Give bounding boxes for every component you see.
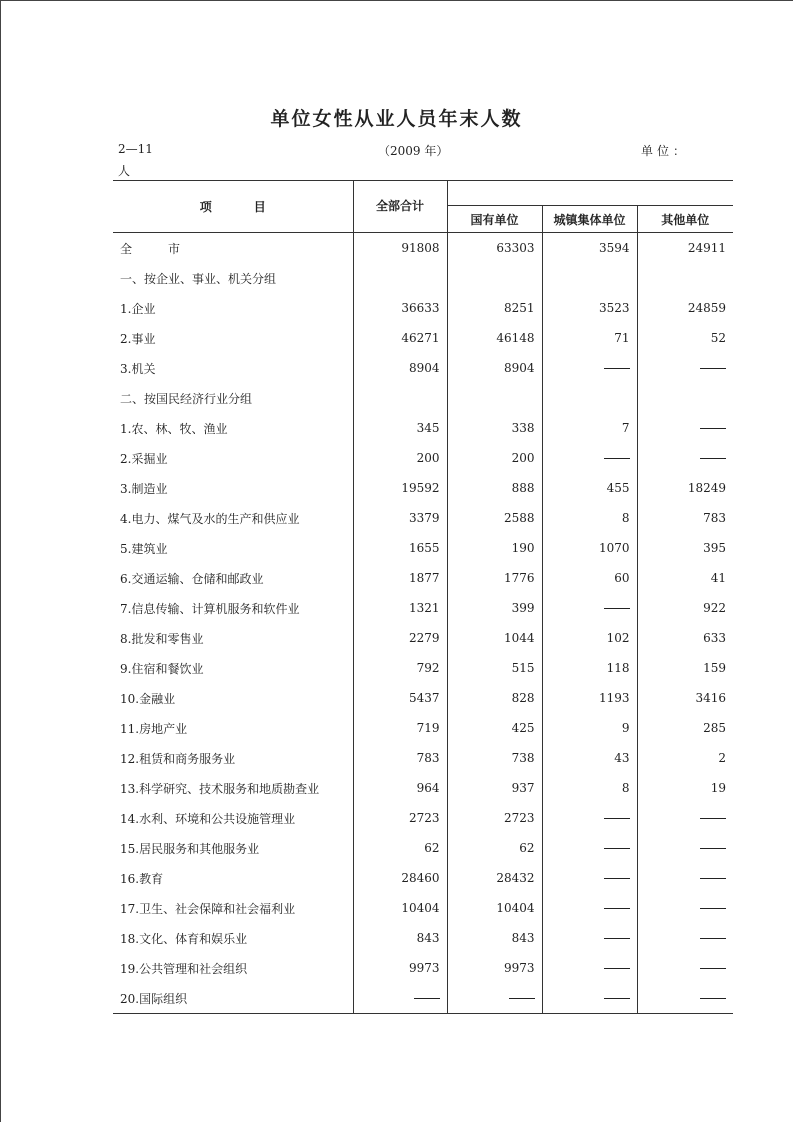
table-row	[113, 593, 733, 623]
cell-state: 28432	[447, 863, 542, 893]
cell-state: 9973	[447, 953, 542, 983]
no-data-dash	[604, 368, 630, 369]
row-label: 11.房地产业	[120, 721, 188, 736]
no-data-dash	[604, 998, 630, 999]
cell-state: 843	[447, 923, 542, 953]
table-row	[113, 983, 733, 1014]
table-row	[113, 893, 733, 923]
cell-total: 3379	[353, 503, 447, 533]
cell-other	[637, 983, 733, 1014]
row-label: 全 市	[120, 241, 181, 256]
row-label: 4.电力、煤气及水的生产和供应业	[120, 511, 300, 526]
cell-collective	[542, 923, 637, 953]
page-title: 单位女性从业人员年末人数	[270, 108, 523, 130]
row-label: 19.公共管理和社会组织	[120, 961, 248, 976]
table-row	[113, 413, 733, 443]
table-row	[113, 863, 733, 893]
cell-collective: 8	[542, 503, 637, 533]
row-label: 3.制造业	[120, 481, 168, 496]
cell-collective: 8	[542, 773, 637, 803]
row-label: 1.农、林、牧、渔业	[120, 421, 228, 436]
cell-total: 91808	[353, 233, 447, 264]
table-row	[113, 473, 733, 503]
cell-total: 719	[353, 713, 447, 743]
row-label: 2.事业	[120, 331, 156, 346]
row-label: 15.居民服务和其他服务业	[120, 841, 260, 856]
cell-other: 41	[637, 563, 733, 593]
cell-total: 5437	[353, 683, 447, 713]
cell-other: 922	[637, 593, 733, 623]
no-data-dash	[700, 818, 726, 819]
table-row	[113, 713, 733, 743]
no-data-dash	[604, 818, 630, 819]
cell-other: 159	[637, 653, 733, 683]
no-data-dash	[700, 938, 726, 939]
table-row	[113, 743, 733, 773]
cell-collective	[542, 953, 637, 983]
unit-label: 单位：	[641, 144, 690, 158]
cell-total: 1877	[353, 563, 447, 593]
cell-state: 399	[447, 593, 542, 623]
header-item-char-1: 项	[199, 200, 212, 214]
cell-collective	[542, 353, 637, 383]
cell-other: 52	[637, 323, 733, 353]
cell-state: 46148	[447, 323, 542, 353]
row-label: 18.文化、体育和娱乐业	[120, 931, 248, 946]
cell-other: 18249	[637, 473, 733, 503]
row-label: 8.批发和零售业	[120, 631, 204, 646]
cell-total: 345	[353, 413, 447, 443]
cell-collective: 9	[542, 713, 637, 743]
row-label: 5.建筑业	[120, 541, 168, 556]
no-data-dash	[700, 368, 726, 369]
header-item-char-2: 目	[253, 200, 266, 214]
cell-other	[637, 833, 733, 863]
row-label: 一、按企业、事业、机关分组	[120, 271, 277, 286]
cell-total	[353, 263, 447, 293]
cell-other	[637, 923, 733, 953]
cell-total: 36633	[353, 293, 447, 323]
cell-other: 395	[637, 533, 733, 563]
cell-state: 1776	[447, 563, 542, 593]
cell-state	[447, 383, 542, 413]
cell-state: 190	[447, 533, 542, 563]
cell-collective: 60	[542, 563, 637, 593]
cell-total: 843	[353, 923, 447, 953]
cell-total: 200	[353, 443, 447, 473]
table-row	[113, 923, 733, 953]
cell-collective	[542, 263, 637, 293]
cell-state: 888	[447, 473, 542, 503]
table-row	[113, 233, 733, 264]
cell-other	[637, 803, 733, 833]
cell-collective: 102	[542, 623, 637, 653]
row-label: 12.租赁和商务服务业	[120, 751, 236, 766]
table-row	[113, 383, 733, 413]
statistics-table	[113, 180, 733, 1014]
row-label: 二、按国民经济行业分组	[120, 391, 253, 406]
row-label: 1.企业	[120, 301, 156, 316]
cell-state: 63303	[447, 233, 542, 264]
row-label: 7.信息传输、计算机服务和软件业	[120, 601, 300, 616]
no-data-dash	[509, 998, 535, 999]
cell-total: 1321	[353, 593, 447, 623]
table-row	[113, 533, 733, 563]
cell-collective	[542, 443, 637, 473]
cell-state: 10404	[447, 893, 542, 923]
cell-state: 8251	[447, 293, 542, 323]
cell-total: 964	[353, 773, 447, 803]
cell-other: 783	[637, 503, 733, 533]
cell-total: 10404	[353, 893, 447, 923]
no-data-dash	[700, 848, 726, 849]
no-data-dash	[604, 908, 630, 909]
cell-other: 24859	[637, 293, 733, 323]
row-label: 9.住宿和餐饮业	[120, 661, 204, 676]
row-label: 6.交通运输、仓储和邮政业	[120, 571, 264, 586]
cell-total: 19592	[353, 473, 447, 503]
table-row	[113, 833, 733, 863]
cell-other: 24911	[637, 233, 733, 264]
cell-collective	[542, 833, 637, 863]
no-data-dash	[604, 968, 630, 969]
cell-state: 8904	[447, 353, 542, 383]
row-label: 16.教育	[120, 871, 164, 886]
cell-other	[637, 263, 733, 293]
table-row	[113, 323, 733, 353]
row-label: 20.国际组织	[113, 983, 353, 1014]
table-row	[113, 953, 733, 983]
row-label: 3.机关	[120, 361, 156, 376]
table-row	[113, 263, 733, 293]
header-item	[113, 181, 353, 233]
header-subgroup-spacer	[447, 181, 733, 206]
no-data-dash	[700, 428, 726, 429]
header-state: 国有单位	[447, 206, 542, 233]
cell-collective: 3594	[542, 233, 637, 264]
cell-state: 2588	[447, 503, 542, 533]
cell-state: 828	[447, 683, 542, 713]
no-data-dash	[604, 608, 630, 609]
table-row	[113, 773, 733, 803]
cell-other	[637, 893, 733, 923]
no-data-dash	[700, 878, 726, 879]
cell-other: 3416	[637, 683, 733, 713]
cell-state: 200	[447, 443, 542, 473]
cell-state	[447, 263, 542, 293]
cell-total: 46271	[353, 323, 447, 353]
header-total: 全部合计	[353, 181, 447, 233]
cell-other: 285	[637, 713, 733, 743]
cell-collective: 3523	[542, 293, 637, 323]
no-data-dash	[604, 878, 630, 879]
cell-collective: 43	[542, 743, 637, 773]
cell-total: 2279	[353, 623, 447, 653]
cell-collective	[542, 983, 637, 1014]
no-data-dash	[700, 968, 726, 969]
cell-collective: 7	[542, 413, 637, 443]
cell-state	[447, 983, 542, 1014]
page-border-top	[0, 0, 793, 1]
header-other: 其他单位	[637, 206, 733, 233]
header-collective: 城镇集体单位	[542, 206, 637, 233]
cell-state: 738	[447, 743, 542, 773]
cell-collective: 1193	[542, 683, 637, 713]
cell-collective: 455	[542, 473, 637, 503]
cell-state: 62	[447, 833, 542, 863]
no-data-dash	[604, 458, 630, 459]
no-data-dash	[604, 938, 630, 939]
row-label: 17.卫生、社会保障和社会福利业	[120, 901, 296, 916]
cell-other	[637, 443, 733, 473]
cell-state: 515	[447, 653, 542, 683]
row-label: 14.水利、环境和公共设施管理业	[120, 811, 296, 826]
cell-total: 783	[353, 743, 447, 773]
table-body	[113, 233, 733, 1014]
no-data-dash	[700, 998, 726, 999]
table-row	[113, 443, 733, 473]
cell-state: 2723	[447, 803, 542, 833]
unit-value: 人	[118, 164, 131, 178]
table-code: 2—11	[118, 142, 153, 156]
no-data-dash	[700, 458, 726, 459]
cell-collective	[542, 893, 637, 923]
cell-total	[353, 983, 447, 1014]
cell-state: 338	[447, 413, 542, 443]
no-data-dash	[414, 998, 440, 999]
table-row	[113, 683, 733, 713]
cell-total: 8904	[353, 353, 447, 383]
cell-state: 1044	[447, 623, 542, 653]
cell-other	[637, 413, 733, 443]
cell-total: 28460	[353, 863, 447, 893]
row-label: 2.采掘业	[120, 451, 168, 466]
cell-collective: 1070	[542, 533, 637, 563]
cell-other: 2	[637, 743, 733, 773]
table-row	[113, 353, 733, 383]
cell-collective	[542, 803, 637, 833]
cell-collective	[542, 593, 637, 623]
page-border-left	[0, 0, 1, 1122]
cell-other: 633	[637, 623, 733, 653]
cell-collective: 118	[542, 653, 637, 683]
cell-other	[637, 863, 733, 893]
cell-total: 1655	[353, 533, 447, 563]
cell-total	[353, 383, 447, 413]
cell-state: 937	[447, 773, 542, 803]
cell-other: 19	[637, 773, 733, 803]
table-row	[113, 293, 733, 323]
table-row	[113, 623, 733, 653]
cell-collective: 71	[542, 323, 637, 353]
table-row	[113, 563, 733, 593]
no-data-dash	[604, 848, 630, 849]
table-row	[113, 653, 733, 683]
cell-state: 425	[447, 713, 542, 743]
no-data-dash	[700, 908, 726, 909]
cell-other	[637, 383, 733, 413]
cell-collective	[542, 863, 637, 893]
table-header	[113, 181, 733, 233]
cell-total: 9973	[353, 953, 447, 983]
table-year: （2009 年）	[378, 144, 449, 158]
cell-other	[637, 953, 733, 983]
cell-collective	[542, 383, 637, 413]
row-label: 13.科学研究、技术服务和地质勘查业	[120, 781, 320, 796]
table-row	[113, 803, 733, 833]
cell-total: 2723	[353, 803, 447, 833]
table-row	[113, 503, 733, 533]
row-label: 10.金融业	[120, 691, 176, 706]
cell-total: 792	[353, 653, 447, 683]
cell-other	[637, 353, 733, 383]
cell-total: 62	[353, 833, 447, 863]
